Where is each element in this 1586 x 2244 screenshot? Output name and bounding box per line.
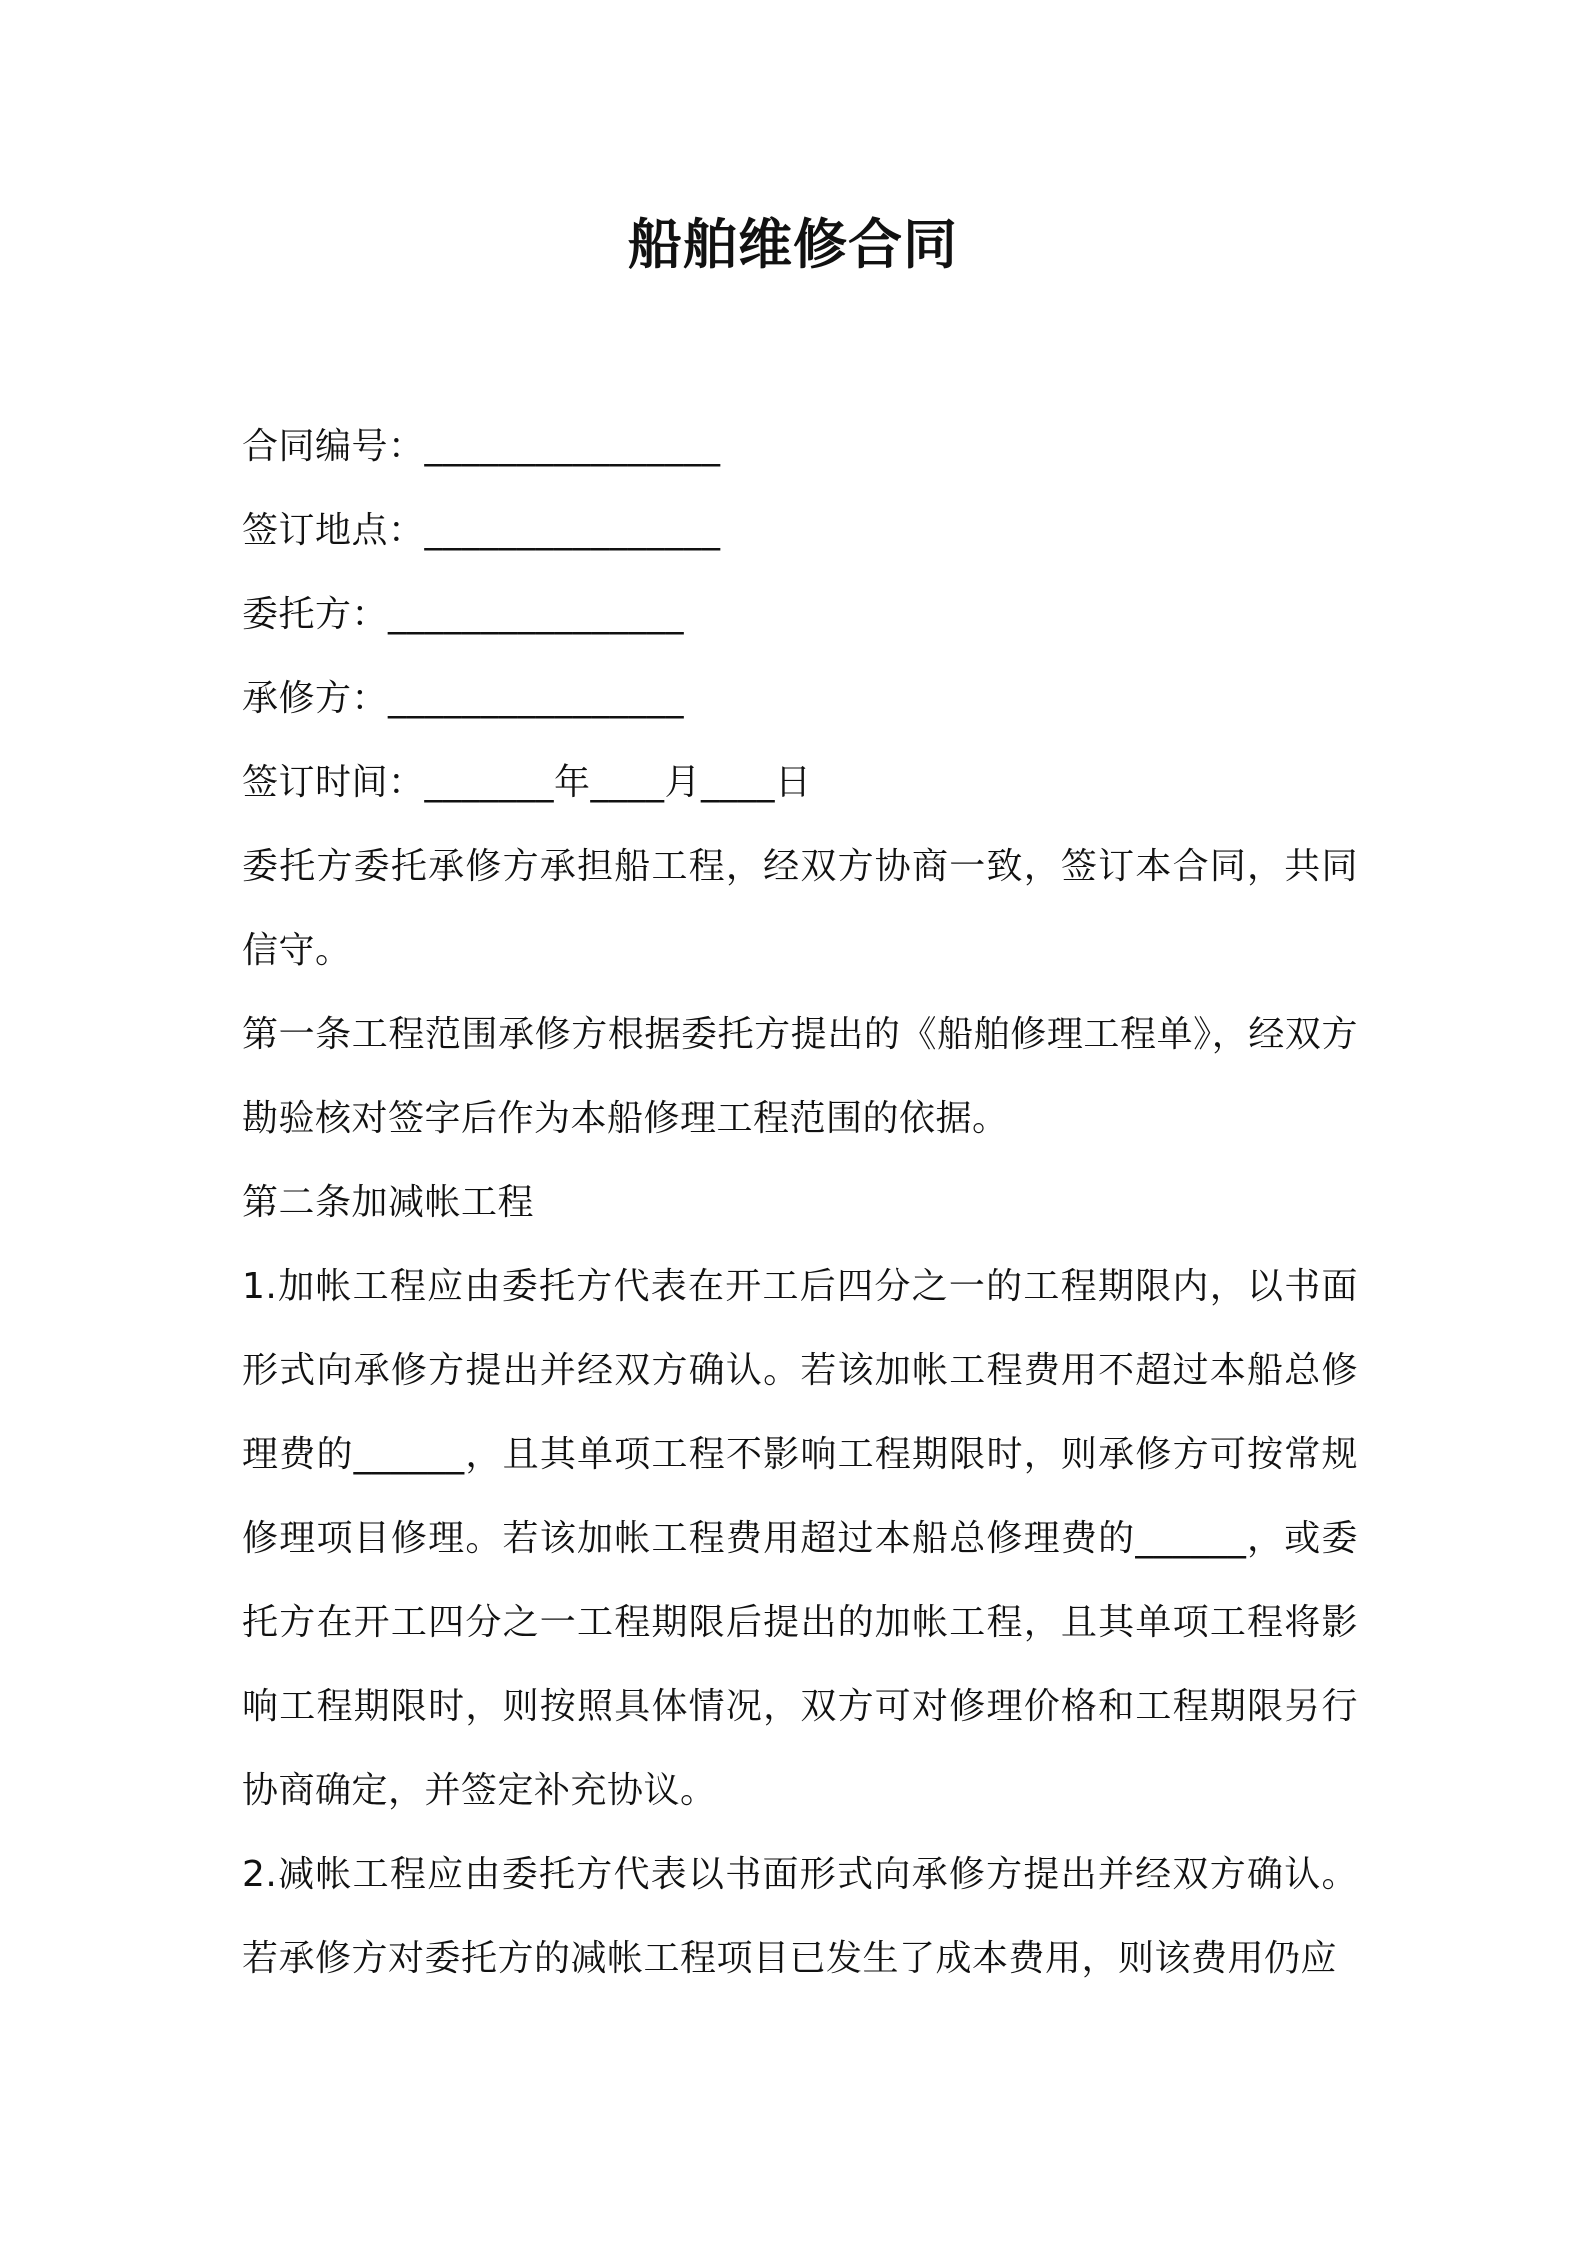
sign-place-field: 签订地点：________________	[242, 510, 721, 551]
article-2-item-1: 1.加帐工程应由委托方代表在开工后四分之一的工程期限内，以书面形式向承修方提出并经双方确认。若该加帐工程费用不超过本船总修理费的______，且其单项工程不影响工程期限时，则承修方可按常规修理项目修理。若该加帐工程费用超过本船总修理费的______，或委托方在开工四分之一工程期限后提出的加帐工程，且其单项工程将影响工程期限时，则按照具体情况，双方可对修理价格和工程期限另行协商确定，并签定补充协议。	[242, 1266, 1358, 1811]
document-title: 船舶维修合同	[628, 213, 958, 276]
article-2-heading: 第二条加减帐工程	[242, 1182, 535, 1223]
intro-paragraph: 委托方委托承修方承担船工程，经双方协商一致，签订本合同，共同信守。	[242, 846, 1358, 971]
sign-date-field: 签订时间：_______年____月____日	[242, 762, 812, 803]
article-1-paragraph: 第一条工程范围承修方根据委托方提出的《船舶修理工程单》，经双方勘验核对签字后作为本船修理工程范围的依据。	[242, 1014, 1358, 1139]
client-field: 委托方：________________	[242, 594, 685, 635]
contract-number-field: 合同编号：________________	[242, 426, 721, 467]
document-body	[242, 405, 1358, 2001]
contractor-field: 承修方：________________	[242, 678, 685, 719]
article-2-item-2: 2.减帐工程应由委托方代表以书面形式向承修方提出并经双方确认。若承修方对委托方的减帐工程项目已发生了成本费用，则该费用仍应	[242, 1854, 1358, 1979]
